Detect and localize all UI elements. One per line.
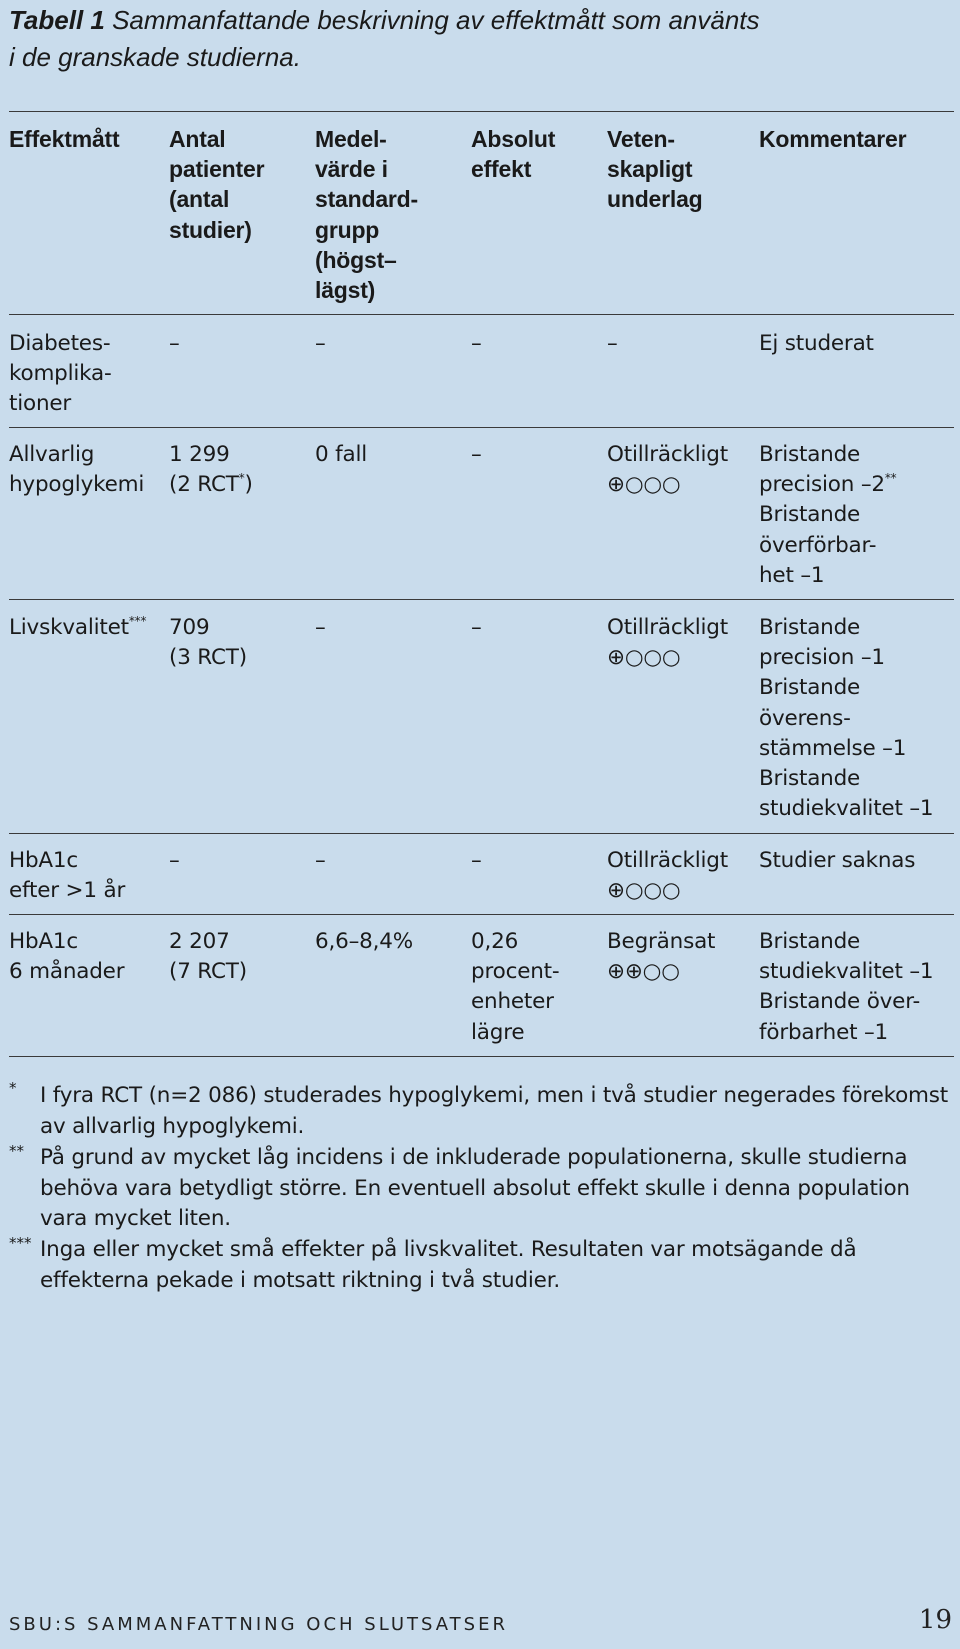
cell-effekt: Diabetes- komplika- tioner	[9, 331, 112, 417]
cell-absolut: –	[471, 442, 482, 467]
cell-effekt: HbA1c 6 månader	[9, 929, 125, 985]
caption-text-2: i de granskade studierna.	[9, 42, 301, 72]
cell-kommentar: Ej studerat	[759, 331, 874, 356]
cell-veten: –	[607, 331, 618, 356]
row-rule	[9, 427, 954, 428]
header-rule	[9, 314, 954, 315]
cell-kommentar: Studier saknas	[759, 848, 916, 873]
cell-veten: Begränsat ⊕⊕○○	[607, 929, 716, 985]
caption-text-1: Sammanfattande beskrivning av effektmått som använts	[112, 5, 760, 35]
header-effektmatt: Effektmått	[9, 126, 120, 152]
cell-medel: –	[315, 615, 326, 640]
cell-veten: Otillräckligt ⊕○○○	[607, 442, 728, 498]
header-medel: Medel- värde i standard- grupp (högst– lägst)	[315, 126, 418, 304]
footnote-text: På grund av mycket låg incidens i de inkluderade populationerna, skulle studierna behöva vara betydligt större. En eventuell absolut effekt skulle i denna population vara mycket liten.	[40, 1145, 910, 1231]
header-absolut: Absolut effekt	[471, 126, 556, 183]
cell-veten: Otillräckligt ⊕○○○	[607, 615, 728, 671]
row-rule	[9, 833, 954, 834]
cell-medel: 6,6–8,4%	[315, 929, 413, 954]
cell-antal: 1 299 (2 RCT*)	[169, 442, 253, 498]
cell-kommentar: Bristande precision –1 Bristande överens- stämmelse –1 Bristande studiekvalitet –1	[759, 615, 934, 822]
cell-medel: –	[315, 848, 326, 873]
cell-veten: Otillräckligt ⊕○○○	[607, 848, 728, 904]
table-bottom-rule	[9, 1056, 954, 1057]
cell-kommentar: Bristande studiekvalitet –1 Bristande över- förbarhet –1	[759, 929, 934, 1045]
footnote-text: I fyra RCT (n=2 086) studerades hypoglykemi, men i två studier negerades förekomst av allvarlig hypoglykemi.	[40, 1083, 949, 1139]
header-veten: Veten- skapligt underlag	[607, 126, 703, 213]
cell-antal: 709 (3 RCT)	[169, 615, 247, 671]
running-footer: SBU:S SAMMANFATTNING OCH SLUTSATSER	[9, 1614, 508, 1635]
cell-absolut: –	[471, 848, 482, 873]
header-antal: Antal patienter (antal studier)	[169, 126, 265, 243]
footnote-mark: ***	[9, 1234, 32, 1252]
cell-antal: –	[169, 848, 180, 873]
footnote-mark: **	[9, 1142, 24, 1160]
header-kommentarer: Kommentarer	[759, 126, 907, 152]
cell-effekt: Livskvalitet***	[9, 614, 147, 640]
cell-effekt: HbA1c efter >1 år	[9, 848, 126, 904]
cell-kommentar: Bristande precision –2** Bristande överförbar- het –1	[759, 442, 897, 588]
footnote-text: Inga eller mycket små effekter på livskvalitet. Resultaten var motsägande då effekterna pekade i motsatt riktning i två studier.	[40, 1237, 857, 1293]
cell-absolut: –	[471, 615, 482, 640]
caption-label: Tabell 1	[9, 5, 105, 35]
cell-antal: 2 207 (7 RCT)	[169, 929, 247, 985]
table-caption	[9, 2, 939, 76]
cell-antal: –	[169, 331, 180, 356]
page-number: 19	[918, 1605, 952, 1635]
cell-absolut: –	[471, 331, 482, 356]
cell-medel: –	[315, 331, 326, 356]
table-top-rule	[9, 111, 954, 112]
cell-medel: 0 fall	[315, 442, 368, 467]
cell-effekt: Allvarlig hypoglykemi	[9, 442, 145, 498]
row-rule	[9, 914, 954, 915]
cell-absolut: 0,26 procent- enheter lägre	[471, 929, 560, 1045]
row-rule	[9, 599, 954, 600]
footnote-mark: *	[9, 1079, 17, 1097]
